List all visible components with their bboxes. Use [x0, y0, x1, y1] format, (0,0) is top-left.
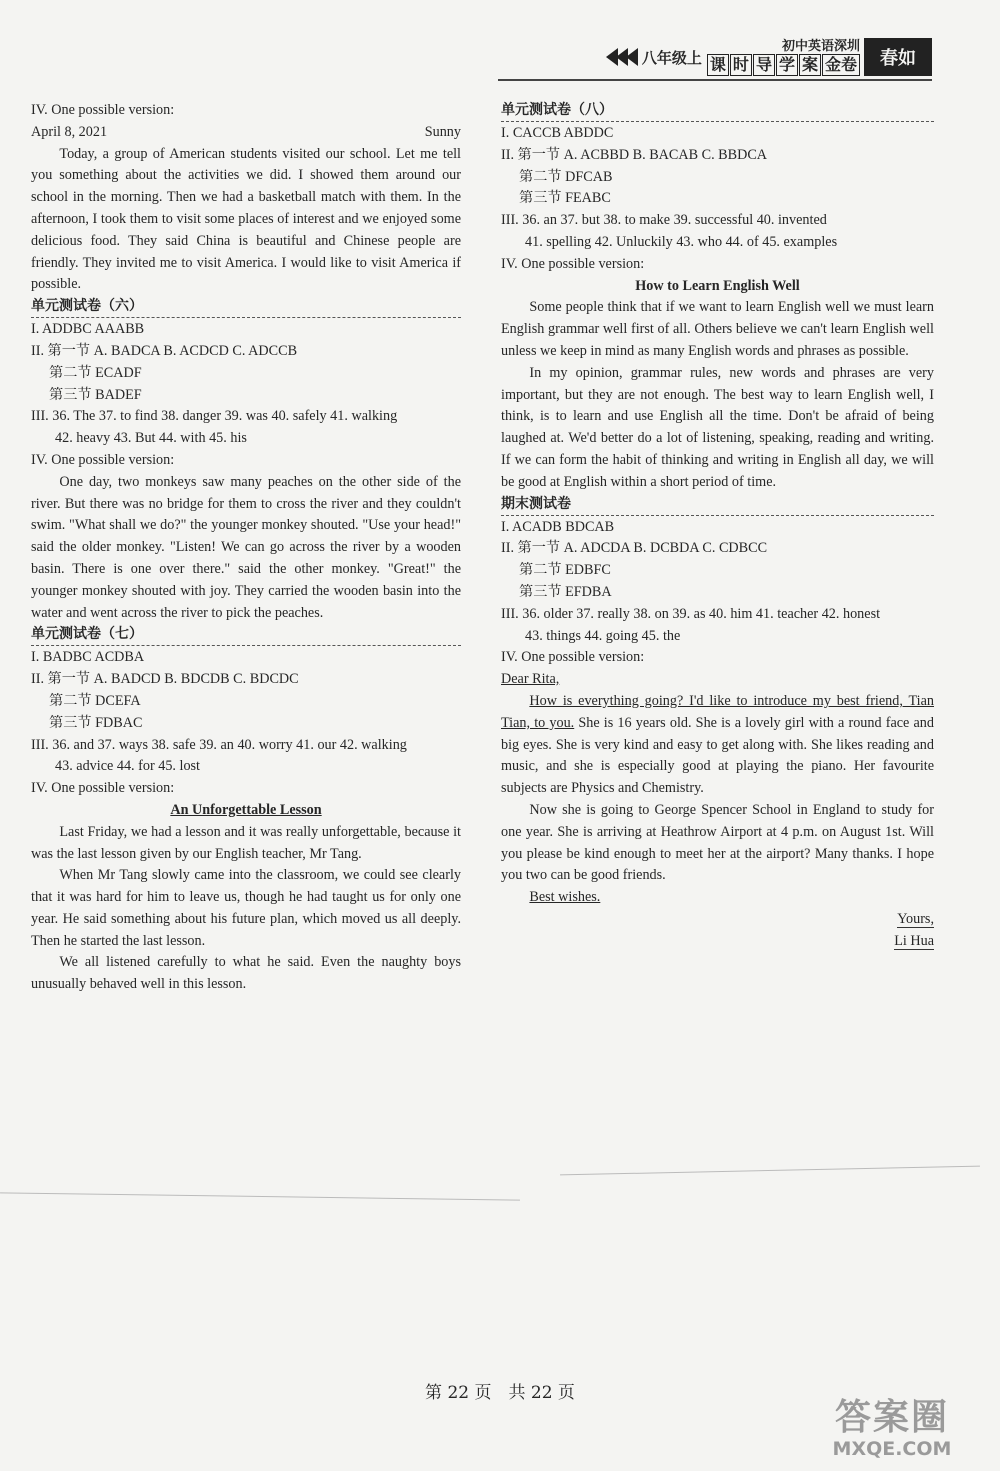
section-intro: IV. One possible version: [31, 451, 175, 468]
answer-line: 第二节 ECADF [49, 364, 142, 381]
answer-line: I. CACCB ABDDC [501, 125, 614, 141]
header-rule [498, 79, 932, 81]
section-intro: IV. One possible version: [501, 649, 645, 666]
product-char: 课 [707, 54, 729, 76]
scan-line [0, 1192, 520, 1200]
section-intro: IV. One possible version: [31, 102, 175, 118]
letter-greeting: Dear Rita, [501, 671, 560, 688]
letter-close: Best wishes. [529, 889, 601, 906]
letter-text: She is 16 years old. She is a lovely girl with a round face and big eyes. She is very kind and easy to get along with. She likes reading and music, and she is especially good at playing the piano. Her favourite subjects are Physics and Chemistry. [501, 714, 934, 797]
product-char: 导 [753, 54, 775, 76]
section-intro: IV. One possible version: [501, 255, 645, 272]
answer-line: II. 第一节 A. ADCDA B. DCBDA C. CDBCC [501, 540, 768, 557]
product-char: 学 [776, 54, 798, 76]
answer-line: 41. spelling 42. Unluckily 43. who 44. of 45. examples [525, 233, 838, 250]
answer-line: II. 第一节 A. BADCA B. ACDCD C. ADCCB [31, 342, 298, 359]
essay-diary: Today, a group of American students visited our school. Let me tell you something about the activities we did. I showed them around our school in the morning. Then we had a basketball match with them. In the afternoon, I took them to visit some places of interest and we enjoyed some delicious food. They said China is beautiful and Chinese people are friendly. They invited me to visit America. I would like to visit America if possible. [31, 145, 461, 293]
answer-line: III. 36. The 37. to find 38. danger 39. was 40. safely 41. walking [31, 408, 398, 425]
essay-title: An Unforgettable Lesson [170, 801, 322, 818]
answer-line: 第三节 EFDBA [519, 583, 612, 600]
series-label: 初中英语深圳 [781, 38, 860, 54]
answer-line: 第三节 FDBAC [49, 714, 143, 731]
answer-line: I. BADBC ACDBA [31, 649, 145, 666]
letter-signature: Li Hua [894, 932, 934, 949]
answer-line: II. 第一节 A. ACBBD B. BACAB C. BBDCA [501, 146, 768, 163]
letter-yours: Yours, [897, 910, 934, 927]
letter-opening: How is everything going? I'd like to introduce my best friend, Tian Tian, to you. [501, 692, 934, 731]
page-number: 第 22 页 共 22 页 [425, 1383, 575, 1403]
essay-monkeys: One day, two monkeys saw many peaches on the other side of the river. But there was no bridge for them to cross the river and they couldn't swim. "What shall we do?" the younger monkey shouted. "Use your head!" said the older monkey. "Listen! We can go across the river by a wooden basin. There is one over there." said the other monkey. "Great!" the younger monkey shouted with joy. They carried the wooden basin into the water and went across the river to pick the peaches. [31, 473, 461, 621]
answer-line: 43. things 44. going 45. the [525, 627, 681, 644]
left-column [31, 100, 461, 996]
page-header [606, 36, 932, 78]
answer-line: III. 36. an 37. but 38. to make 39. successful 40. invented [501, 212, 827, 229]
product-char: 时 [730, 54, 752, 76]
answer-line: III. 36. and 37. ways 38. safe 39. an 40. worry 41. our 42. walking [31, 736, 407, 753]
answer-line: 第二节 DCEFA [49, 692, 141, 709]
diary-date: April 8, 2021 [31, 123, 108, 140]
product-char: 金卷 [822, 54, 860, 76]
brand-logo: 春如 [864, 38, 932, 76]
answer-line: 第二节 EDBFC [519, 562, 611, 579]
section-title-unit8: 单元测试卷（八） [501, 100, 934, 122]
answer-line: I. ADDBC AAABB [31, 321, 145, 338]
essay-lesson: Last Friday, we had a lesson and it was really unforgettable, because it was the last lesson given by our English teacher, Mr Tang. When Mr Tang slowly came into the classroom, we could see clearly that it was hard for him to leave us, though he had taught us for only one year. He said something about his future plan, which moved us all deeply. Then he started the last lesson. We all listened carefully to what he said. Even the naughty boys unusually behaved well in this lesson. [31, 823, 461, 993]
answer-line: I. ACADB BDCAB [501, 518, 615, 535]
site-watermark: 答案圈 MXQE.COM [832, 1397, 952, 1460]
answer-line: II. 第一节 A. BADCD B. BDCDB C. BDCDC [31, 671, 299, 688]
right-column [501, 100, 934, 952]
product-char: 案 [799, 54, 821, 76]
answer-line: III. 36. older 37. really 38. on 39. as 40. him 41. teacher 42. honest [501, 605, 881, 622]
letter-body: How is everything going? I'd like to introduce my best friend, Tian Tian, to you. She is 16 years old. She is a lovely girl with a round face and big eyes. She is very kind and easy to get along with. She likes reading and music, and she is especially good at playing the piano. Her favourite subjects are Physics and Chemistry. Now she is going to George Spencer School in England to study for one year. She is arriving at Heathrow Airport at 4 p.m. on August 1st. Will you please be kind enough to meet her at the airport? Many thanks. I hope you two can be good friends. Best wishes. [501, 692, 934, 906]
book-title [706, 39, 860, 76]
section-title-final: 期末测试卷 [501, 494, 934, 516]
essay-learn-english: Some people think that if we want to learn English well we must learn English grammar well first of all. Others believe we can't learn English well unless we keep in mind as many English words and phrases as possible. In my opinion, grammar rules, new words and phrases are very important, but they are not enough. The best way to learn English well, I think, is to learn and use English all the time. Don't be afraid of being laughed at. We'd better do a lot of listening, speaking, reading and writing. If we can form the habit of thinking and writing in English all day, we will be good at English within a short period of time. [501, 299, 934, 490]
answer-line: 43. advice 44. for 45. lost [55, 758, 200, 775]
diary-header [31, 122, 461, 144]
answer-line: 第三节 BADEF [49, 386, 142, 403]
product-name [706, 54, 860, 76]
section-title-unit7: 单元测试卷（七） [31, 624, 461, 646]
answer-line: 第二节 DFCAB [519, 168, 613, 185]
answer-line: 42. heavy 43. But 44. with 45. his [55, 430, 247, 447]
grade-label: 八年级上 [641, 48, 702, 67]
triple-arrow-icon [606, 48, 636, 66]
diary-weather: Sunny [424, 123, 461, 140]
essay-title: How to Learn English Well [635, 277, 800, 294]
scan-line [560, 1166, 980, 1176]
answer-line: 第三节 FEABC [519, 190, 611, 207]
section-intro: IV. One possible version: [31, 780, 175, 797]
section-title-unit6: 单元测试卷（六） [31, 296, 461, 318]
